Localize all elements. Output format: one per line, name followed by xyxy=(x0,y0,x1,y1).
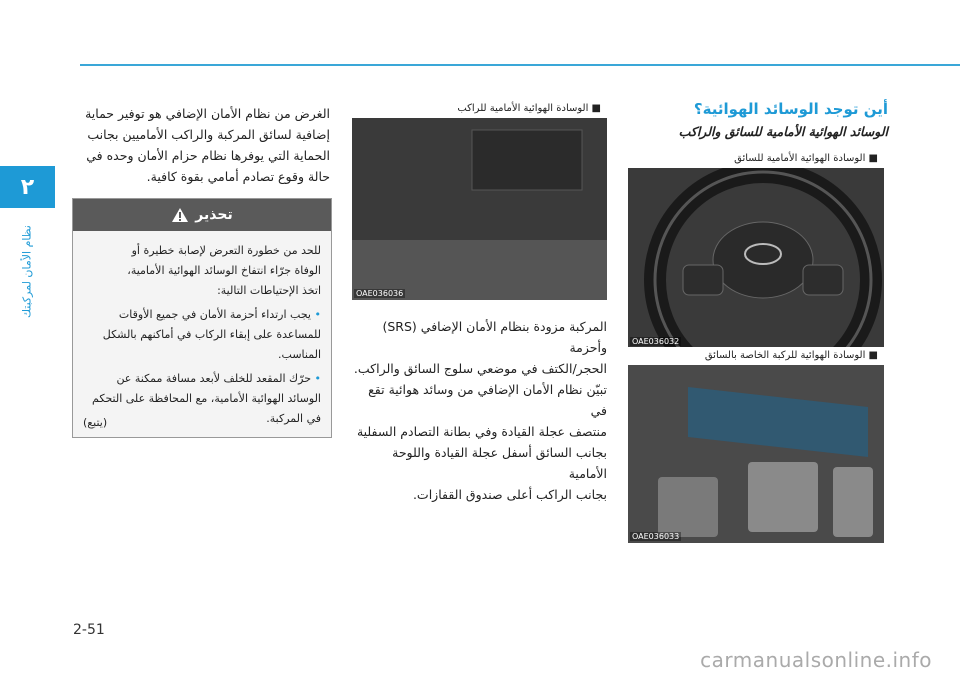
bullet-icon: • xyxy=(314,308,321,321)
section-column xyxy=(620,100,888,139)
section-heading: أين توجد الوسائد الهوائية؟ xyxy=(693,100,888,118)
watermark: carmanualsonline.info xyxy=(700,648,932,672)
figure-code: OAE036033 xyxy=(632,532,680,541)
figure-code: OAE036032 xyxy=(632,337,680,346)
para-line: تبيّن نظام الأمان الإضافي من وسائد هوائية تقع في xyxy=(368,382,607,418)
warning-header xyxy=(73,199,331,231)
warning-bullet-text: يجب ارتداء أحزمة الأمان في جميع الأوقات للمساعدة على إبقاء الركاب في أماكنهم بالشكل المناسب. xyxy=(102,308,321,361)
warning-title: تحذير xyxy=(195,207,233,223)
header-rule xyxy=(80,64,960,66)
warning-bullet xyxy=(83,305,321,365)
figure-code: OAE036036 xyxy=(356,289,404,298)
warning-bullet-text: حرّك المقعد للخلف لأبعد مسافة ممكنة عن الوسائد الهوائية الأمامية، مع المحافظة على التحكم في المركبة. xyxy=(92,372,321,425)
para-line: بجانب السائق أسفل عجلة القيادة واللوحة الأمامية xyxy=(392,445,607,481)
section-subheading: الوسائد الهوائية الأمامية للسائق والراكب xyxy=(678,124,888,139)
para-line: إضافية لسائق المركبة والراكب الأماميين بجانب xyxy=(87,127,330,142)
warning-intro-line: الوفاة جرّاء انتفاخ الوسائد الهوائية الأمامية، xyxy=(127,264,321,277)
para-line: حالة وقوع تصادم أمامي بقوة كافية. xyxy=(146,169,330,184)
figure-caption: ■ الوسادة الهوائية للركبة الخاصة بالسائق xyxy=(628,347,884,365)
para-line: بجانب الراكب أعلى صندوق القفازات. xyxy=(412,487,607,502)
para-line: الحجر/الكتف في موضعي سلوج السائق والراكب. xyxy=(353,361,607,376)
para-line: الحماية التي يوفرها نظام حزام الأمان وحده في xyxy=(86,148,330,163)
passenger-airbag-figure xyxy=(352,100,607,300)
chapter-tab-label: ٢ xyxy=(20,174,35,200)
figure-caption: ■ الوسادة الهوائية الأمامية للراكب xyxy=(352,100,607,118)
page-number: 2-51 xyxy=(73,622,105,638)
dashboard-illustration xyxy=(352,100,607,300)
warning-triangle-icon xyxy=(171,207,189,223)
figure-caption: ■ الوسادة الهوائية الأمامية للسائق xyxy=(628,150,884,168)
knee-airbag-figure xyxy=(628,347,884,543)
para-line: الغرض من نظام الأمان الإضافي هو توفير حماية xyxy=(85,106,330,121)
warning-box xyxy=(72,198,332,438)
chapter-title: نظام الأمان لمركبتك xyxy=(20,225,34,319)
pedals-illustration xyxy=(628,347,884,543)
para-line: المركبة مزودة بنظام الأمان الإضافي (SRS) وأحزمة xyxy=(382,319,607,355)
driver-airbag-figure xyxy=(628,150,884,348)
steering-wheel-illustration xyxy=(628,150,884,348)
chapter-tab xyxy=(0,166,55,208)
intro-text-left xyxy=(72,103,330,187)
warning-bullet xyxy=(83,369,321,429)
warning-body xyxy=(73,231,331,429)
bullet-icon: • xyxy=(314,372,321,385)
intro-text-middle xyxy=(352,316,607,505)
continued-label: (يتبع) xyxy=(83,416,108,429)
warning-intro-line: للحد من خطورة التعرض لإصابة خطيرة أو xyxy=(131,244,321,257)
warning-intro-line: اتخذ الإحتياطات التالية: xyxy=(217,284,321,297)
para-line: منتصف عجلة القيادة وفي بطانة التصادم السفلية xyxy=(356,424,607,439)
